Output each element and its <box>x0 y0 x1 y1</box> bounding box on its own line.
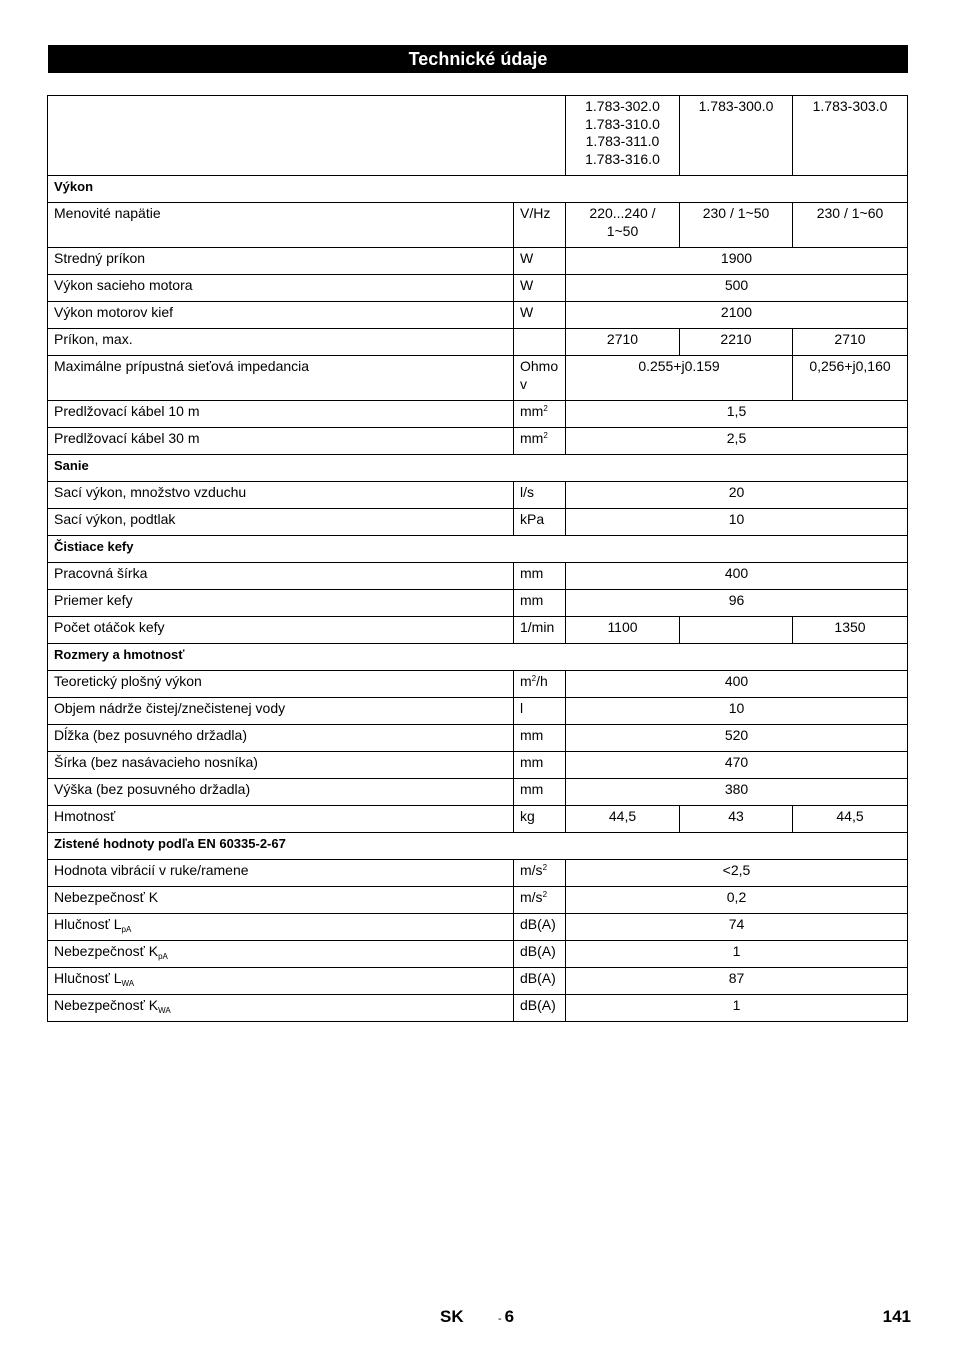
row-unit: mm <box>514 590 566 617</box>
section-row <box>48 176 908 203</box>
row-unit: Ohmo v <box>514 356 566 401</box>
row-value: 230 / 1~50 <box>680 203 793 248</box>
section-title: Rozmery a hmotnosť <box>48 644 908 671</box>
table-row <box>48 914 908 941</box>
model-col3: 1.783-303.0 <box>793 96 908 176</box>
row-label: Pracovná šírka <box>48 563 514 590</box>
table-row <box>48 302 908 329</box>
table-row <box>48 995 908 1022</box>
row-unit: mm <box>514 752 566 779</box>
row-label: Hmotnosť <box>48 806 514 833</box>
row-value: 220...240 / 1~50 <box>566 203 680 248</box>
page-title: Technické údaje <box>48 45 908 73</box>
footer-language: SK <box>440 1307 464 1326</box>
unit-superscript: 2 <box>543 404 548 413</box>
row-value: 1,5 <box>566 401 908 428</box>
row-label: Šírka (bez nasávacieho nosníka) <box>48 752 514 779</box>
label-subscript: WA <box>121 979 135 988</box>
row-unit: V/Hz <box>514 203 566 248</box>
row-label: Objem nádrže čistej/znečistenej vody <box>48 698 514 725</box>
row-value: 0,2 <box>566 887 908 914</box>
row-unit <box>514 428 566 455</box>
row-unit: dB(A) <box>514 914 566 941</box>
row-value: 380 <box>566 779 908 806</box>
footer-page-number: 6 <box>504 1307 515 1326</box>
table-row <box>48 617 908 644</box>
row-label <box>48 995 514 1022</box>
row-unit: W <box>514 248 566 275</box>
row-value: 2710 <box>566 329 680 356</box>
table-row <box>48 356 908 401</box>
row-value: 44,5 <box>566 806 680 833</box>
row-value: 1 <box>566 995 908 1022</box>
row-unit: l <box>514 698 566 725</box>
row-unit: mm <box>514 725 566 752</box>
row-label: Maximálne prípustná sieťová impedancia <box>48 356 514 401</box>
row-unit: dB(A) <box>514 941 566 968</box>
row-unit: kg <box>514 806 566 833</box>
row-label: Príkon, max. <box>48 329 514 356</box>
table-row <box>48 941 908 968</box>
model-number: 1.783-316.0 <box>585 150 660 167</box>
label-subscript: pA <box>121 925 132 934</box>
section-row <box>48 536 908 563</box>
row-unit: dB(A) <box>514 968 566 995</box>
row-value: 400 <box>566 563 908 590</box>
table-row <box>48 248 908 275</box>
section-title: Výkon <box>48 176 908 203</box>
row-value: 87 <box>566 968 908 995</box>
unit-text: m <box>520 673 532 689</box>
unit-superscript: 2 <box>543 431 548 440</box>
unit-text: mm <box>520 430 544 446</box>
row-unit <box>514 671 566 698</box>
table-row <box>48 428 908 455</box>
row-label: Výkon motorov kief <box>48 302 514 329</box>
label-text: Hlučnosť L <box>54 970 122 986</box>
label-text: Nebezpečnosť K <box>54 997 159 1013</box>
row-value: 1 <box>566 941 908 968</box>
row-value: 520 <box>566 725 908 752</box>
unit-superscript: 2 <box>542 890 548 899</box>
row-value: 74 <box>566 914 908 941</box>
row-label <box>48 968 514 995</box>
row-label: Priemer kefy <box>48 590 514 617</box>
row-value: 2210 <box>680 329 793 356</box>
row-value: 470 <box>566 752 908 779</box>
row-label: Výška (bez posuvného držadla) <box>48 779 514 806</box>
table-row <box>48 563 908 590</box>
row-unit: W <box>514 302 566 329</box>
row-value: 1350 <box>793 617 908 644</box>
table-row <box>48 698 908 725</box>
row-value: 2,5 <box>566 428 908 455</box>
row-unit <box>514 401 566 428</box>
unit-superscript: 2 <box>531 674 537 683</box>
row-label: Stredný príkon <box>48 248 514 275</box>
row-label <box>48 914 514 941</box>
unit-superscript: 2 <box>542 863 548 872</box>
footer-page-total: 141 <box>882 1307 911 1326</box>
row-value: 500 <box>566 275 908 302</box>
unit-text: m/s <box>520 889 543 905</box>
unit-text: /h <box>536 673 548 689</box>
empty-header-cell <box>48 96 566 176</box>
table-row <box>48 203 908 248</box>
row-unit: W <box>514 275 566 302</box>
row-label: Teoretický plošný výkon <box>48 671 514 698</box>
row-unit: 1/min <box>514 617 566 644</box>
table-row <box>48 860 908 887</box>
table-row <box>48 275 908 302</box>
row-label: Výkon sacieho motora <box>48 275 514 302</box>
row-value: 96 <box>566 590 908 617</box>
section-title: Sanie <box>48 455 908 482</box>
row-label: Predlžovací kábel 10 m <box>48 401 514 428</box>
row-value: 230 / 1~60 <box>793 203 908 248</box>
section-title: Zistené hodnoty podľa EN 60335-2-67 <box>48 833 908 860</box>
label-text: Nebezpečnosť K <box>54 943 159 959</box>
row-value: 0,256+j0,160 <box>793 356 908 401</box>
row-value: 1100 <box>566 617 680 644</box>
row-value: 44,5 <box>793 806 908 833</box>
row-value <box>680 617 793 644</box>
row-value: 400 <box>566 671 908 698</box>
row-label: Dĺžka (bez posuvného držadla) <box>48 725 514 752</box>
row-value: <2,5 <box>566 860 908 887</box>
row-label <box>48 941 514 968</box>
row-label: Sací výkon, množstvo vzduchu <box>48 482 514 509</box>
label-text: Hlučnosť L <box>54 916 122 932</box>
label-subscript: WA <box>158 1006 171 1015</box>
section-row <box>48 644 908 671</box>
model-number: 1.783-310.0 <box>585 115 660 132</box>
row-label: Menovité napätie <box>48 203 514 248</box>
spec-table <box>47 95 908 1022</box>
section-row <box>48 833 908 860</box>
row-value: 0.255+j0.159 <box>566 356 793 401</box>
row-label: Predlžovací kábel 30 m <box>48 428 514 455</box>
table-row <box>48 779 908 806</box>
row-label: Sací výkon, podtlak <box>48 509 514 536</box>
row-label: Hodnota vibrácií v ruke/ramene <box>48 860 514 887</box>
row-value: 10 <box>566 509 908 536</box>
footer-section-page <box>498 1307 514 1327</box>
label-subscript: pA <box>158 952 168 961</box>
table-header-row <box>48 96 908 176</box>
model-col2: 1.783-300.0 <box>680 96 793 176</box>
table-row <box>48 725 908 752</box>
table-row <box>48 806 908 833</box>
table-row <box>48 590 908 617</box>
section-title: Čistiace kefy <box>48 536 908 563</box>
row-value: 1900 <box>566 248 908 275</box>
row-label: Počet otáčok kefy <box>48 617 514 644</box>
table-row <box>48 401 908 428</box>
row-unit <box>514 860 566 887</box>
row-value: 10 <box>566 698 908 725</box>
row-unit: dB(A) <box>514 995 566 1022</box>
row-value: 2100 <box>566 302 908 329</box>
model-col1 <box>566 96 680 176</box>
model-number: 1.783-311.0 <box>585 133 660 149</box>
row-unit: kPa <box>514 509 566 536</box>
model-number: 1.783-302.0 <box>585 98 660 114</box>
footer-dash: - <box>498 1313 502 1325</box>
row-unit <box>514 887 566 914</box>
table-row <box>48 482 908 509</box>
row-value: 20 <box>566 482 908 509</box>
table-row <box>48 752 908 779</box>
table-row <box>48 329 908 356</box>
unit-text: m/s <box>520 862 543 878</box>
unit-text: mm <box>520 403 544 419</box>
table-row <box>48 887 908 914</box>
row-value: 2710 <box>793 329 908 356</box>
row-unit: mm <box>514 779 566 806</box>
table-row <box>48 968 908 995</box>
row-label: Nebezpečnosť K <box>48 887 514 914</box>
table-row <box>48 509 908 536</box>
row-unit: mm <box>514 563 566 590</box>
section-row <box>48 455 908 482</box>
row-unit: l/s <box>514 482 566 509</box>
row-value: 43 <box>680 806 793 833</box>
table-row <box>48 671 908 698</box>
row-unit <box>514 329 566 356</box>
